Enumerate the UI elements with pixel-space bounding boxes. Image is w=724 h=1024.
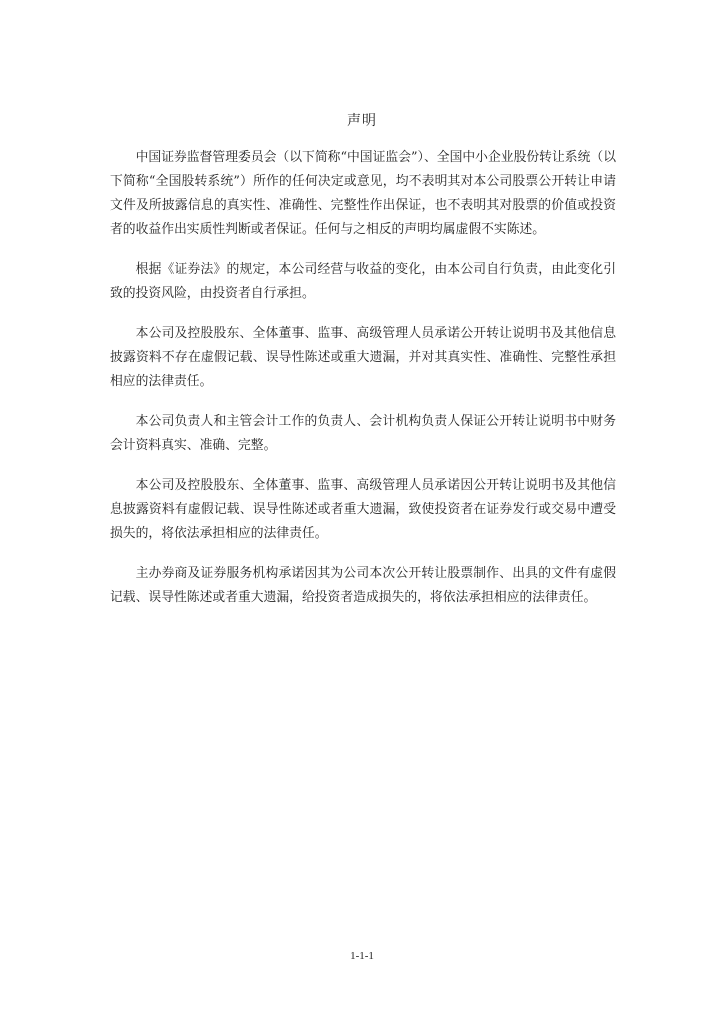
statement-paragraph-2: 根据《证券法》的规定，本公司经营与收益的变化，由本公司自行负责，由此变化引致的投资风险，由投资者自行承担。: [110, 262, 616, 301]
page-title: 声明: [347, 113, 377, 129]
statement-paragraph-3: 本公司及控股股东、全体董事、监事、高级管理人员承诺公开转让说明书及其他信息披露资料不存在虚假记载、误导性陈述或重大遗漏，并对其真实性、准确性、完整性承担相应的法律责任。: [110, 326, 616, 389]
statement-paragraph-4: 本公司负责人和主管会计工作的负责人、会计机构负责人保证公开转让说明书中财务会计资料真实、准确、完整。: [110, 414, 616, 453]
statement-paragraph-5: 本公司及控股股东、全体董事、监事、高级管理人员承诺因公开转让说明书及其他信息披露资料有虚假记载、误导性陈述或者重大遗漏，致使投资者在证券发行或交易中遭受损失的，将依法承担相应的法律责任。: [110, 478, 616, 541]
statement-paragraph-6: 主办券商及证券服务机构承诺因其为公司本次公开转让股票制作、出具的文件有虚假记载、误导性陈述或者重大遗漏，给投资者造成损失的，将依法承担相应的法律责任。: [110, 566, 616, 605]
statement-paragraph-1: 中国证券监督管理委员会（以下简称“中国证监会”）、全国中小企业股份转让系统（以下简称“全国股转系统”）所作的任何决定或意见，均不表明其对本公司股票公开转让申请文件及所披露信息的真实性、准确性、完整性作出保证，也不表明其对股票的价值或投资者的收益作出实质性判断或者保证。任何与之相反的声明均属虚假不实陈述。: [110, 150, 616, 237]
statement-body: [110, 146, 616, 626]
page-number: 1-1-1: [350, 950, 374, 962]
